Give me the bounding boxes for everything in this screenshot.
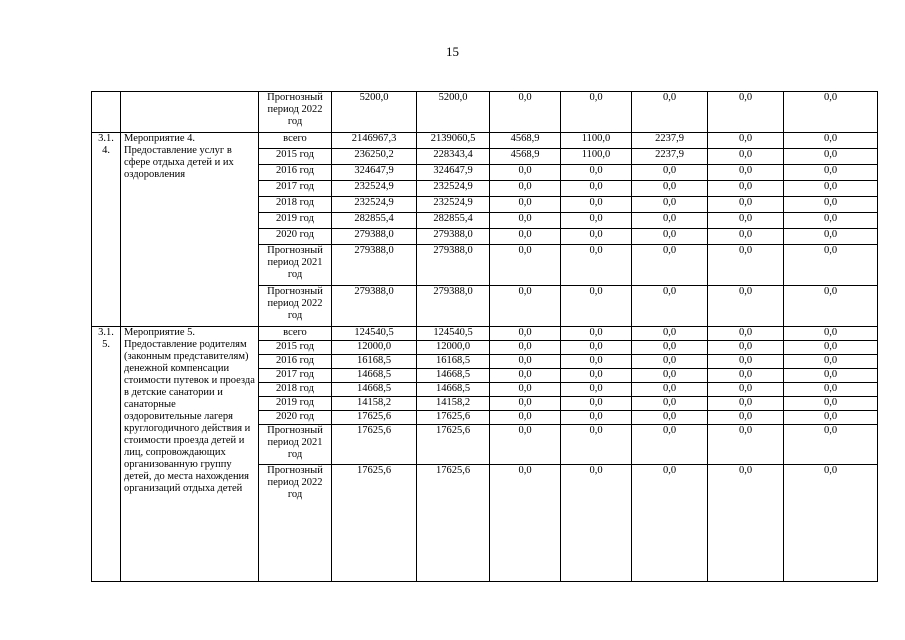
value-cell-v5: 0,0	[632, 425, 708, 465]
value-cell-v3: 0,0	[490, 286, 561, 327]
period-cell: 2018 год	[259, 383, 332, 397]
value-cell-v3: 0,0	[490, 425, 561, 465]
value-cell-v6: 0,0	[708, 133, 784, 149]
value-cell-v7: 0,0	[784, 229, 878, 245]
value-cell-v5: 2237,9	[632, 133, 708, 149]
value-cell-v2: 16168,5	[417, 355, 490, 369]
value-cell-v2: 279388,0	[417, 245, 490, 286]
value-cell-v6: 0,0	[708, 286, 784, 327]
value-cell-v4: 0,0	[561, 327, 632, 341]
value-cell-v4: 1100,0	[561, 149, 632, 165]
period-cell: 2017 год	[259, 369, 332, 383]
value-cell-v5: 0,0	[632, 397, 708, 411]
value-cell-v6: 0,0	[708, 149, 784, 165]
value-cell-v3: 0,0	[490, 197, 561, 213]
value-cell-v3: 0,0	[490, 341, 561, 355]
value-cell-v7: 0,0	[784, 213, 878, 229]
period-cell: Прогнозный период 2022 год	[259, 92, 332, 133]
value-cell-v3: 0,0	[490, 465, 561, 582]
value-cell-v4: 0,0	[561, 286, 632, 327]
value-cell-v4: 0,0	[561, 397, 632, 411]
period-cell: Прогнозный период 2022 год	[259, 465, 332, 582]
period-cell: 2016 год	[259, 355, 332, 369]
table-row	[92, 92, 878, 133]
value-cell-v3: 0,0	[490, 181, 561, 197]
value-cell-v1: 279388,0	[332, 229, 417, 245]
item-code: 3.1. 4.	[92, 133, 121, 327]
value-cell-v1: 17625,6	[332, 465, 417, 582]
value-cell-v3: 0,0	[490, 411, 561, 425]
value-cell-v2: 324647,9	[417, 165, 490, 181]
value-cell-v1: 16168,5	[332, 355, 417, 369]
value-cell-v2: 282855,4	[417, 213, 490, 229]
value-cell-v7: 0,0	[784, 149, 878, 165]
value-cell-v6: 0,0	[708, 213, 784, 229]
value-cell-v5: 0,0	[632, 213, 708, 229]
value-cell-v7: 0,0	[784, 133, 878, 149]
value-cell-v1: 14668,5	[332, 383, 417, 397]
value-cell-v2: 14668,5	[417, 369, 490, 383]
period-cell: 2020 год	[259, 229, 332, 245]
value-cell-v6: 0,0	[708, 197, 784, 213]
value-cell-v2: 14668,5	[417, 383, 490, 397]
value-cell-v5: 0,0	[632, 181, 708, 197]
value-cell-v2: 228343,4	[417, 149, 490, 165]
value-cell-v3: 0,0	[490, 383, 561, 397]
value-cell-v6: 0,0	[708, 92, 784, 133]
value-cell-v1: 17625,6	[332, 425, 417, 465]
value-cell-v3: 0,0	[490, 229, 561, 245]
value-cell-v7: 0,0	[784, 245, 878, 286]
value-cell-v4: 0,0	[561, 425, 632, 465]
value-cell-v6: 0,0	[708, 341, 784, 355]
value-cell-v1: 279388,0	[332, 286, 417, 327]
value-cell-v6: 0,0	[708, 397, 784, 411]
value-cell-v4: 0,0	[561, 213, 632, 229]
value-cell-v6: 0,0	[708, 383, 784, 397]
value-cell-v2: 14158,2	[417, 397, 490, 411]
period-cell: 2019 год	[259, 213, 332, 229]
period-cell: всего	[259, 133, 332, 149]
value-cell-v5: 0,0	[632, 383, 708, 397]
value-cell-v5: 0,0	[632, 92, 708, 133]
period-cell: 2015 год	[259, 341, 332, 355]
value-cell-v6: 0,0	[708, 411, 784, 425]
value-cell-v4: 0,0	[561, 369, 632, 383]
value-cell-v1: 14158,2	[332, 397, 417, 411]
value-cell-v2: 124540,5	[417, 327, 490, 341]
value-cell-v2: 2139060,5	[417, 133, 490, 149]
item-name: Мероприятие 5. Предоставление родителям (законным представителям) денежной компенсации стоимости путевок и проезда в детские санатории и санаторные оздоровительные лагеря круглогодичного действия и стоимости проезда детей и лиц, сопровождающих организованную группу детей, до места нахождения организаций отдыха детей	[121, 327, 259, 582]
value-cell-v6: 0,0	[708, 229, 784, 245]
value-cell-v7: 0,0	[784, 92, 878, 133]
value-cell-v3: 0,0	[490, 327, 561, 341]
value-cell-v5: 0,0	[632, 245, 708, 286]
value-cell-v5: 0,0	[632, 229, 708, 245]
value-cell-v6: 0,0	[708, 245, 784, 286]
period-cell: всего	[259, 327, 332, 341]
value-cell-v4: 0,0	[561, 245, 632, 286]
value-cell-v5: 0,0	[632, 411, 708, 425]
value-cell-v7: 0,0	[784, 397, 878, 411]
value-cell-v1: 2146967,3	[332, 133, 417, 149]
value-cell-v6: 0,0	[708, 355, 784, 369]
value-cell-v7: 0,0	[784, 181, 878, 197]
value-cell-v6: 0,0	[708, 181, 784, 197]
budget-table	[91, 91, 878, 582]
value-cell-v7: 0,0	[784, 411, 878, 425]
value-cell-v5: 0,0	[632, 465, 708, 582]
value-cell-v2: 12000,0	[417, 341, 490, 355]
value-cell-v1: 5200,0	[332, 92, 417, 133]
period-cell: 2017 год	[259, 181, 332, 197]
value-cell-v7: 0,0	[784, 165, 878, 181]
value-cell-v1: 324647,9	[332, 165, 417, 181]
value-cell-v5: 0,0	[632, 369, 708, 383]
value-cell-v3: 4568,9	[490, 133, 561, 149]
value-cell-v4: 1100,0	[561, 133, 632, 149]
value-cell-v4: 0,0	[561, 181, 632, 197]
value-cell-v1: 232524,9	[332, 181, 417, 197]
value-cell-v1: 17625,6	[332, 411, 417, 425]
value-cell-v5: 0,0	[632, 286, 708, 327]
value-cell-v1: 12000,0	[332, 341, 417, 355]
period-cell: 2020 год	[259, 411, 332, 425]
value-cell-v5: 0,0	[632, 165, 708, 181]
value-cell-v1: 14668,5	[332, 369, 417, 383]
value-cell-v6: 0,0	[708, 425, 784, 465]
value-cell-v3: 0,0	[490, 369, 561, 383]
value-cell-v7: 0,0	[784, 383, 878, 397]
value-cell-v4: 0,0	[561, 92, 632, 133]
value-cell-v2: 232524,9	[417, 181, 490, 197]
value-cell-v7: 0,0	[784, 197, 878, 213]
value-cell-v4: 0,0	[561, 197, 632, 213]
value-cell-v5: 0,0	[632, 341, 708, 355]
value-cell-v4: 0,0	[561, 411, 632, 425]
value-cell-v7: 0,0	[784, 327, 878, 341]
item-code: 3.1. 5.	[92, 327, 121, 582]
value-cell-v4: 0,0	[561, 341, 632, 355]
value-cell-v2: 232524,9	[417, 197, 490, 213]
period-cell: 2016 год	[259, 165, 332, 181]
period-cell: Прогнозный период 2022 год	[259, 286, 332, 327]
value-cell-v5: 0,0	[632, 197, 708, 213]
value-cell-v1: 232524,9	[332, 197, 417, 213]
item-name	[121, 92, 259, 133]
value-cell-v5: 0,0	[632, 327, 708, 341]
value-cell-v4: 0,0	[561, 165, 632, 181]
value-cell-v2: 279388,0	[417, 229, 490, 245]
period-cell: 2018 год	[259, 197, 332, 213]
value-cell-v6: 0,0	[708, 369, 784, 383]
item-name: Мероприятие 4. Предоставление услуг в сфере отдыха детей и их оздоровления	[121, 133, 259, 327]
value-cell-v2: 17625,6	[417, 411, 490, 425]
value-cell-v1: 124540,5	[332, 327, 417, 341]
value-cell-v4: 0,0	[561, 229, 632, 245]
period-cell: Прогнозный период 2021 год	[259, 245, 332, 286]
value-cell-v5: 2237,9	[632, 149, 708, 165]
item-code	[92, 92, 121, 133]
table-row	[92, 133, 878, 149]
value-cell-v1: 236250,2	[332, 149, 417, 165]
value-cell-v4: 0,0	[561, 355, 632, 369]
value-cell-v7: 0,0	[784, 425, 878, 465]
value-cell-v7: 0,0	[784, 369, 878, 383]
value-cell-v2: 279388,0	[417, 286, 490, 327]
value-cell-v4: 0,0	[561, 383, 632, 397]
value-cell-v7: 0,0	[784, 465, 878, 582]
period-cell: 2019 год	[259, 397, 332, 411]
value-cell-v3: 0,0	[490, 92, 561, 133]
value-cell-v1: 279388,0	[332, 245, 417, 286]
value-cell-v7: 0,0	[784, 341, 878, 355]
page-number: 15	[446, 44, 459, 59]
value-cell-v1: 282855,4	[332, 213, 417, 229]
value-cell-v6: 0,0	[708, 165, 784, 181]
value-cell-v6: 0,0	[708, 465, 784, 582]
value-cell-v3: 0,0	[490, 397, 561, 411]
value-cell-v4: 0,0	[561, 465, 632, 582]
value-cell-v3: 0,0	[490, 165, 561, 181]
value-cell-v6: 0,0	[708, 327, 784, 341]
period-cell: 2015 год	[259, 149, 332, 165]
period-cell: Прогнозный период 2021 год	[259, 425, 332, 465]
value-cell-v7: 0,0	[784, 355, 878, 369]
value-cell-v3: 0,0	[490, 355, 561, 369]
value-cell-v2: 17625,6	[417, 425, 490, 465]
value-cell-v2: 17625,6	[417, 465, 490, 582]
value-cell-v2: 5200,0	[417, 92, 490, 133]
value-cell-v7: 0,0	[784, 286, 878, 327]
value-cell-v3: 0,0	[490, 245, 561, 286]
table-row	[92, 327, 878, 341]
value-cell-v3: 0,0	[490, 213, 561, 229]
value-cell-v3: 4568,9	[490, 149, 561, 165]
value-cell-v5: 0,0	[632, 355, 708, 369]
